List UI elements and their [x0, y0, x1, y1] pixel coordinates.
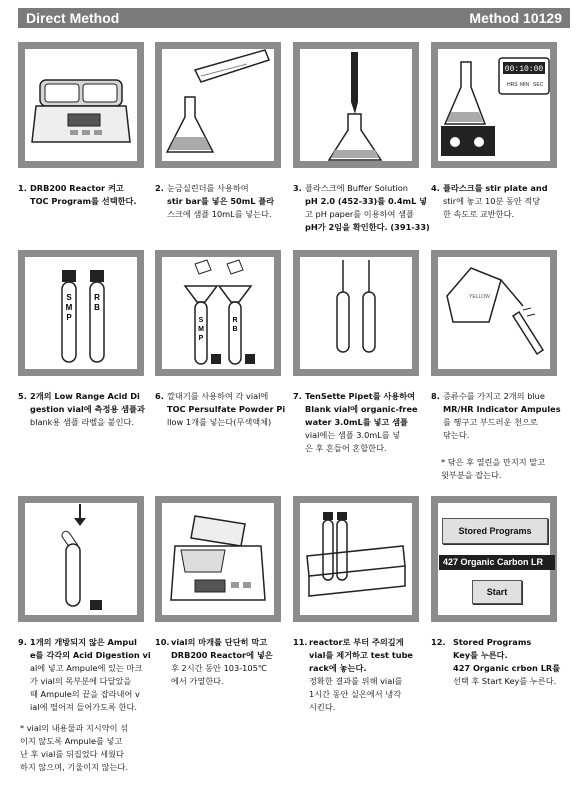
panel-buffer-solution	[293, 42, 419, 168]
wash-bottle-illustration	[431, 250, 557, 376]
vial-label-b: B	[94, 303, 100, 312]
timer-sec-label: SEC	[533, 82, 544, 88]
method-number: Method 10129	[469, 10, 562, 26]
panel-powder-pillow	[155, 250, 281, 376]
start-button[interactable]: Start	[472, 580, 522, 604]
panel-test-tube-rack	[293, 496, 419, 622]
funnel-vial-label-m: M	[198, 326, 204, 333]
ampule-insert-illustration	[18, 496, 144, 622]
drb200-reactor-illustration	[18, 42, 144, 168]
dropper-flask-illustration	[293, 42, 419, 168]
cylinder-flask-illustration	[155, 42, 281, 168]
labeled-vials-illustration	[18, 250, 144, 376]
stir-plate-illustration	[431, 42, 557, 168]
panel-ampule-rinse	[431, 250, 557, 376]
bottle-label: YELLOW	[469, 294, 490, 300]
vial-label-m: M	[65, 303, 73, 312]
note-step-8: * 닦은 후 열린을 만지지 말고 윗부분을 잡는다.	[441, 457, 546, 480]
funnel-vial-label-r: R	[232, 317, 238, 324]
reactor-open-illustration	[155, 496, 281, 622]
test-tube-rack-illustration	[293, 496, 419, 622]
timer-min-label: MIN	[520, 82, 530, 88]
panel-pipet	[293, 250, 419, 376]
timer-hrs-label: HRS	[507, 82, 518, 88]
panel-labeled-vials	[18, 250, 144, 376]
panel-graduated-cylinder	[155, 42, 281, 168]
funnel-vials-illustration	[155, 250, 281, 376]
vial-label-s: S	[66, 293, 72, 302]
panel-stir-plate	[431, 42, 557, 168]
pipet-vials-illustration	[293, 250, 419, 376]
vial-label-r: R	[94, 293, 100, 302]
panel-ampule-insert	[18, 496, 144, 622]
timer-display: 00:10:00	[504, 65, 544, 74]
method-title: Direct Method	[26, 10, 120, 26]
funnel-vial-label-s: S	[198, 317, 204, 324]
stored-programs-button[interactable]: Stored Programs	[442, 518, 548, 544]
funnel-vial-label-p: P	[198, 335, 204, 342]
funnel-vial-label-b: B	[232, 326, 238, 333]
vial-label-p: P	[66, 313, 72, 322]
note-step-9: * vial의 내용물과 지시약이 섞 이지 않도록 Ampule를 넣고 난 후 vial를 뒤집었다 세웠다 하지 않으며, 기울이지 않는다.	[20, 723, 129, 772]
panel-reactor-heat	[155, 496, 281, 622]
panel-drb200-reactor	[18, 42, 144, 168]
method-header-bar	[18, 8, 570, 28]
program-selection-bar[interactable]: 427 Organic Carbon LR	[439, 555, 555, 570]
